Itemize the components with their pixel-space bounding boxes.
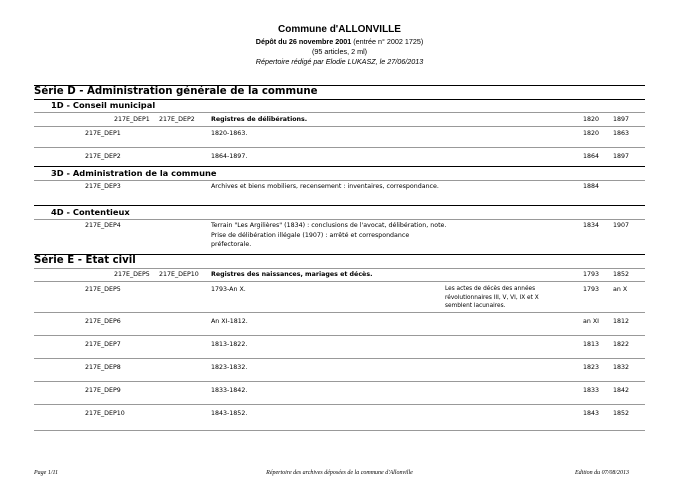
row-cote: 217E_DEP2	[85, 153, 121, 160]
row-date-start: 1793	[583, 271, 600, 278]
divider	[34, 404, 645, 405]
row-cote: 217E_DEP5	[114, 271, 150, 278]
row-date-start: 1820	[583, 116, 600, 123]
row-date-start: 1864	[583, 153, 600, 160]
document-title: Commune d'ALLONVILLE	[278, 24, 401, 35]
row-cote: 217E_DEP4	[85, 222, 121, 229]
row-description: 1833-1842.	[211, 387, 248, 394]
divider	[34, 430, 645, 431]
row-description: 1813-1822.	[211, 341, 248, 348]
row-description: 1864-1897.	[211, 153, 248, 160]
serie-e-title: Série E - Etat civil	[34, 255, 136, 266]
row-cote: 217E_DEP9	[85, 387, 121, 394]
row-cote: 217E_DEP7	[85, 341, 121, 348]
row-date-start: 1820	[583, 130, 600, 137]
articles-count: (95 articles, 2 ml)	[311, 47, 368, 56]
divider	[34, 281, 645, 282]
divider	[34, 335, 645, 336]
divider	[34, 205, 645, 206]
row-description: Archives et biens mobiliers, recensement : inventaires, correspondance.	[211, 183, 439, 190]
row-date-start: 1833	[583, 387, 600, 394]
divider	[34, 381, 645, 382]
subseries-1d-title: 1D - Conseil municipal	[51, 100, 156, 110]
row-date-end: 1897	[613, 153, 630, 160]
row-date-end: 1842	[613, 387, 630, 394]
divider	[34, 112, 645, 113]
row-cote: 217E_DEP1	[85, 130, 121, 137]
divider	[34, 312, 645, 313]
row-description: An XI-1812.	[211, 318, 248, 325]
row-cote: 217E_DEP3	[85, 183, 121, 190]
row-description: 1843-1852.	[211, 410, 248, 417]
row-description: 1823-1832.	[211, 364, 248, 371]
divider	[34, 180, 645, 181]
row-description: Registres de délibérations.	[211, 116, 308, 123]
row-cote-end: 217E_DEP10	[159, 271, 199, 278]
row-date-end: 1897	[613, 116, 630, 123]
divider	[34, 147, 645, 148]
row-date-start: 1823	[583, 364, 600, 371]
subseries-3d-title: 3D - Administration de la commune	[51, 168, 217, 178]
row-date-end: 1852	[613, 410, 630, 417]
row-date-start: 1813	[583, 341, 600, 348]
divider	[34, 268, 645, 269]
row-cote: 217E_DEP10	[85, 410, 125, 417]
row-cote-end: 217E_DEP2	[159, 116, 195, 123]
row-description: Terrain "Les Argilières" (1834) : conclusions de l'avocat, délibération, note. Prise de délibération illégale (1907) : arrêté et correspondance préfectorale.	[211, 222, 447, 248]
depot-entry: (entrée n° 2002 1725)	[351, 37, 424, 46]
serie-d-title: Série D - Administration générale de la commune	[34, 86, 318, 97]
divider	[34, 126, 645, 127]
row-description: 1820-1863.	[211, 130, 248, 137]
row-date-start: 1793	[583, 286, 600, 293]
depot-date: Dépôt du 26 novembre 2001	[255, 37, 352, 46]
row-date-end: 1832	[613, 364, 630, 371]
row-description: 1793-An X.	[211, 286, 246, 293]
row-date-end: 1907	[613, 222, 630, 229]
row-date-end: an X	[613, 286, 628, 293]
row-cote: 217E_DEP5	[85, 286, 121, 293]
row-note: Les actes de décès des années révolutionnaires III, V, VI, IX et X semblent lacunaires.	[445, 286, 539, 309]
footer-page-number: Page 1/11	[34, 470, 59, 476]
row-date-end: 1822	[613, 341, 630, 348]
row-cote: 217E_DEP8	[85, 364, 121, 371]
subseries-4d-title: 4D - Contentieux	[51, 207, 130, 217]
depot-line	[0, 37, 679, 46]
repertoire-author: Répertoire rédigé par Elodie LUKASZ, le 27/06/2013	[255, 57, 424, 66]
row-date-start: 1834	[583, 222, 600, 229]
divider	[34, 166, 645, 167]
row-description: Registres des naissances, mariages et décès.	[211, 271, 373, 278]
row-cote: 217E_DEP6	[85, 318, 121, 325]
row-date-end: 1863	[613, 130, 630, 137]
row-date-start: an XI	[583, 318, 600, 325]
footer-title: Répertoire des archives déposées de la commune d'Allonville	[266, 470, 413, 476]
footer-edition-date: Edition du 07/08/2013	[575, 470, 629, 476]
row-date-start: 1884	[583, 183, 600, 190]
row-date-start: 1843	[583, 410, 600, 417]
divider	[34, 219, 645, 220]
row-cote: 217E_DEP1	[114, 116, 150, 123]
row-date-end: 1812	[613, 318, 630, 325]
divider	[34, 358, 645, 359]
row-date-end: 1852	[613, 271, 630, 278]
